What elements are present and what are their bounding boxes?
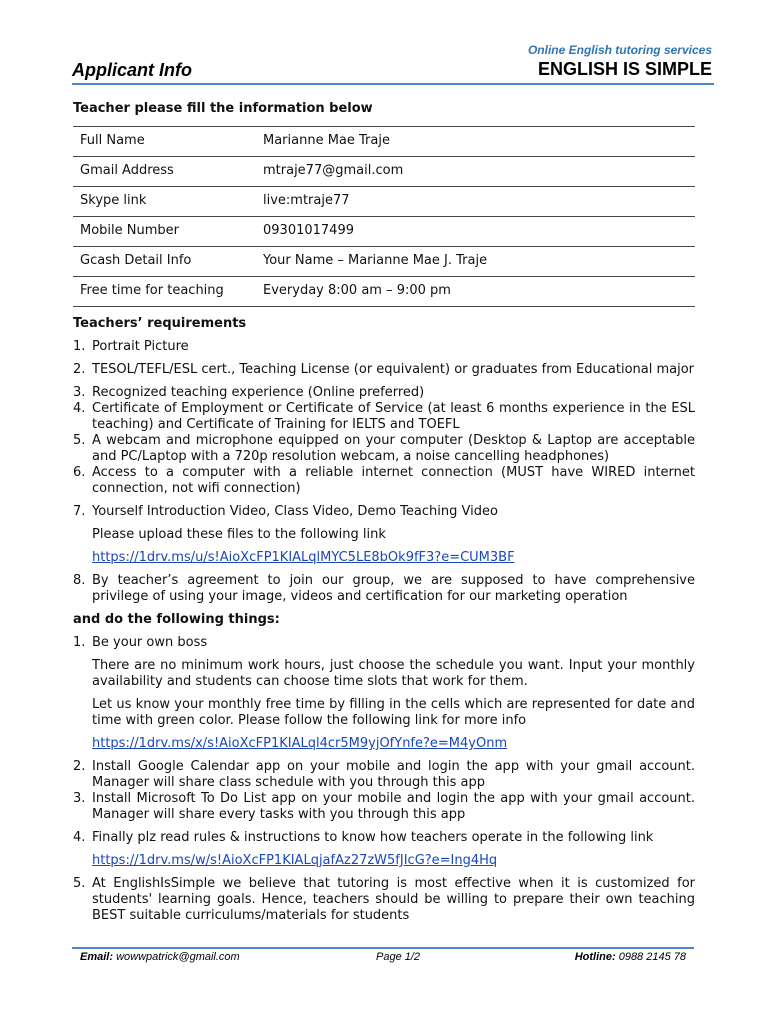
footer-divider bbox=[72, 947, 694, 949]
field-label: Gcash Detail Info bbox=[73, 247, 256, 277]
field-value: mtraje77@gmail.com bbox=[256, 157, 695, 187]
table-row bbox=[73, 217, 695, 247]
free-time-link[interactable]: https://1drv.ms/x/s!AioXcFP1KIALql4cr5M9yjOfYnfe?e=M4yOnm bbox=[92, 736, 508, 751]
field-label: Mobile Number bbox=[73, 217, 256, 247]
field-value: Marianne Mae Traje bbox=[256, 127, 695, 157]
field-label: Skype link bbox=[73, 187, 256, 217]
footer-email-value: wowwpatrick@gmail.com bbox=[116, 951, 240, 963]
field-label: Free time for teaching bbox=[73, 277, 256, 307]
footer-hotline-value: 0988 2145 78 bbox=[618, 951, 686, 963]
field-value: Your Name – Marianne Mae J. Traje bbox=[256, 247, 695, 277]
list-item: 1. Portrait Picture bbox=[73, 339, 189, 354]
upload-link[interactable]: https://1drv.ms/u/s!AioXcFP1KIALqlMYC5LE8bOk9fF3?e=CUM3BF bbox=[92, 550, 515, 565]
field-label: Full Name bbox=[73, 127, 256, 157]
field-value: live:mtraje77 bbox=[256, 187, 695, 217]
header-divider bbox=[72, 83, 714, 85]
requirements-heading: Teachers’ requirements bbox=[73, 316, 247, 331]
table-row bbox=[73, 157, 695, 187]
paragraph: Let us know your monthly free time by filling in the cells which are represented for date and time with green color. Please follow the following link for more info bbox=[92, 697, 695, 728]
list-item: 1. Be your own boss bbox=[73, 635, 208, 650]
page-title: Applicant Info bbox=[72, 60, 192, 80]
list-item: 3. Recognized teaching experience (Online preferred) bbox=[73, 385, 425, 400]
footer-email: Email: wowwpatrick@gmail.com bbox=[80, 951, 240, 963]
requirements-list-continued bbox=[73, 573, 695, 605]
things-list-final bbox=[73, 876, 695, 924]
upload-note: Please upload these files to the following link bbox=[92, 527, 386, 542]
things-heading: and do the following things: bbox=[73, 612, 280, 627]
rules-link[interactable]: https://1drv.ms/w/s!AioXcFP1KIALqjafAz27zW5fJIcG?e=Ing4Hq bbox=[92, 853, 498, 868]
list-item: 8. By teacher’s agreement to join our group, we are supposed to have comprehensive privilege of using your image, videos and certification for our marketing operation bbox=[73, 573, 695, 604]
field-value: Everyday 8:00 am – 9:00 pm bbox=[256, 277, 695, 307]
things-list bbox=[73, 635, 695, 651]
list-item: 4. Finally plz read rules & instructions to know how teachers operate in the following link bbox=[73, 830, 654, 845]
table-row bbox=[73, 127, 695, 157]
intro-heading: Teacher please fill the information below bbox=[73, 101, 373, 116]
list-item: 6. Access to a computer with a reliable internet connection (MUST have WIRED internet connection, not wifi connection) bbox=[73, 465, 695, 496]
table-row bbox=[73, 277, 695, 307]
table-row bbox=[73, 187, 695, 217]
field-value: 09301017499 bbox=[256, 217, 695, 247]
list-item: 5. A webcam and microphone equipped on your computer (Desktop & Laptop are acceptable and PC/Laptop with a 720p resolution webcam, a noise cancelling headphones) bbox=[73, 433, 695, 464]
list-item: 7. Yourself Introduction Video, Class Video, Demo Teaching Video bbox=[73, 504, 498, 519]
paragraph: There are no minimum work hours, just choose the schedule you want. Input your monthly availability and students can choose time slots that work for them. bbox=[92, 658, 695, 689]
field-label: Gmail Address bbox=[73, 157, 256, 187]
header-tagline: Online English tutoring services bbox=[527, 43, 712, 57]
requirements-list bbox=[73, 339, 695, 520]
footer-hotline: Hotline: 0988 2145 78 bbox=[574, 951, 686, 963]
list-item: 4. Certificate of Employment or Certificate of Service (at least 6 months experience in the ESL teaching) and Certificate of Training for IELTS and TOEFL bbox=[73, 401, 695, 432]
footer-page-number: Page 1/2 bbox=[376, 951, 421, 963]
list-item: 3. Install Microsoft To Do List app on your mobile and login the app with your gmail account. Manager will share every tasks with you through this app bbox=[73, 791, 695, 822]
list-item: 5. At EnglishIsSimple we believe that tutoring is most effective when it is customized for students' learning goals. Hence, teachers should be willing to prepare their own teaching BEST suitable curriculums/materials for students bbox=[73, 876, 695, 923]
list-item: 2. TESOL/TEFL/ESL cert., Teaching License (or equivalent) or graduates from Educational major bbox=[73, 362, 695, 377]
header-brand: ENGLISH IS SIMPLE bbox=[537, 59, 712, 79]
table-row bbox=[73, 247, 695, 277]
applicant-info-table bbox=[73, 126, 695, 307]
list-item: 2. Install Google Calendar app on your mobile and login the app with your gmail account. Manager will share class schedule with you through this app bbox=[73, 759, 695, 790]
document-body bbox=[73, 101, 695, 924]
things-list-continued bbox=[73, 759, 695, 846]
